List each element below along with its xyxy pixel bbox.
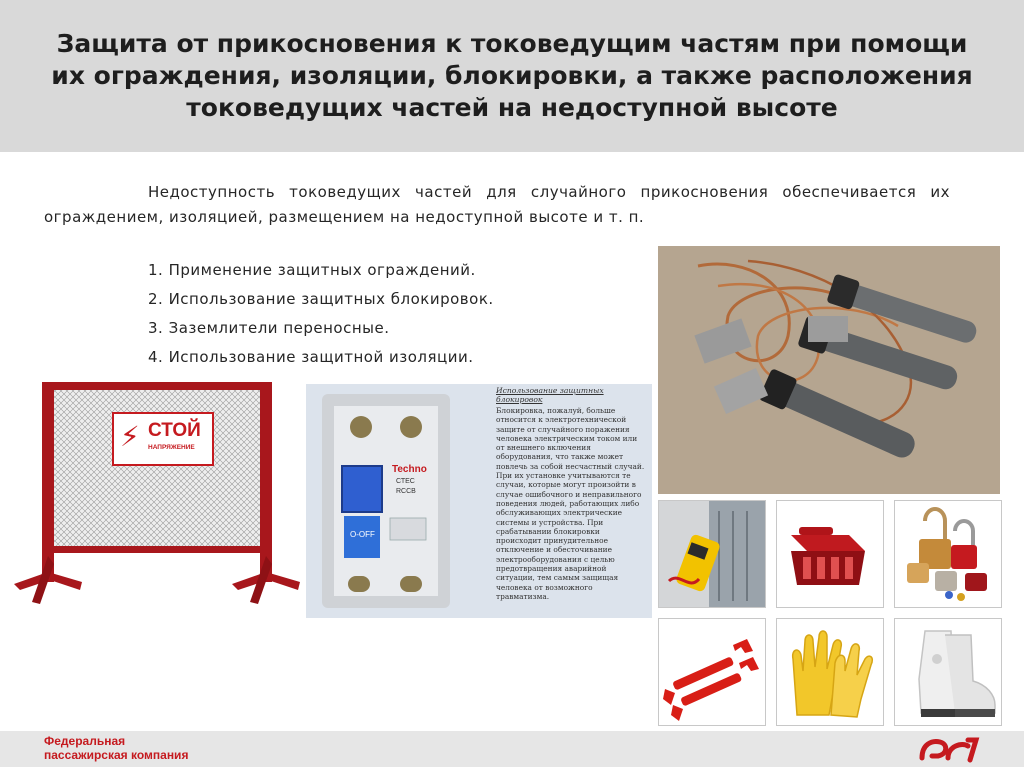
- blocking-doc-title: Использование защитных блокировок: [496, 386, 604, 404]
- rcd-breaker: [314, 392, 462, 610]
- gloves-thumb: [776, 618, 884, 726]
- breaker-model: СТЕС: [396, 478, 415, 485]
- measure-item: 1. Применение защитных ограждений.: [148, 261, 476, 279]
- breaker-off-label: O-OFF: [350, 530, 375, 539]
- rzd-logo: [918, 734, 988, 764]
- measure-item: 4. Использование защитной изоляции.: [148, 348, 474, 366]
- breaker-brand: Techno: [392, 464, 427, 475]
- slide-header: [0, 0, 1024, 152]
- lightning-icon: ⚡: [120, 420, 140, 453]
- toolbox-thumb: [776, 500, 884, 608]
- company-name: [44, 734, 188, 762]
- blocking-doc-body: Блокировка, пожалуй, больше относится к электротехнической защите от случайного поражения человека электрическим током или от внешнего включения оборудования, что также может повлечь за собой несчастный случай. При их установке учитываются те случаи, которые могут произойти в случае ошибочного и неправильного поведения людей, работающих либо обслуживающих электрические системы и устройства. При срабатывании блокировки происходит принудительное отключение и обесточивание электрооборудования с целью предотвращения аварийной ситуации, тем самым защищая человека от возможного травматизма.: [496, 406, 645, 601]
- breaker-picture: [306, 384, 652, 618]
- multimeter-thumb: [658, 500, 766, 608]
- boots-thumb: [894, 618, 1002, 726]
- measure-item: 3. Заземлители переносные.: [148, 319, 390, 337]
- fence-picture: [10, 376, 302, 618]
- sign-sub-text: НАПРЯЖЕНИЕ: [148, 444, 195, 451]
- company-name-line-1: Федеральная: [44, 734, 126, 748]
- portable-grounding-picture: [658, 246, 1000, 494]
- breaker-type: RCCB: [396, 488, 416, 495]
- padlocks-thumb: [894, 500, 1002, 608]
- warning-sign: [112, 412, 214, 466]
- blocking-document: [496, 386, 646, 616]
- wrenches-thumb: [658, 618, 766, 726]
- intro-paragraph: Недоступность токоведущих частей для случайного прикосновения обеспечивается их ограждением, изоляцией, размещением на недоступной высоте и т. п.: [44, 183, 950, 226]
- measures-list: [148, 256, 494, 372]
- sign-main-text: СТОЙ: [148, 420, 201, 441]
- company-name-line-2: пассажирская компания: [44, 748, 189, 762]
- measure-item: 2. Использование защитных блокировок.: [148, 290, 494, 308]
- slide-title: Защита от прикосновения к токоведущим частям при помощи их ограждения, изоляции, блокировки, а также расположения токоведущих частей на недоступной высоте: [51, 29, 973, 122]
